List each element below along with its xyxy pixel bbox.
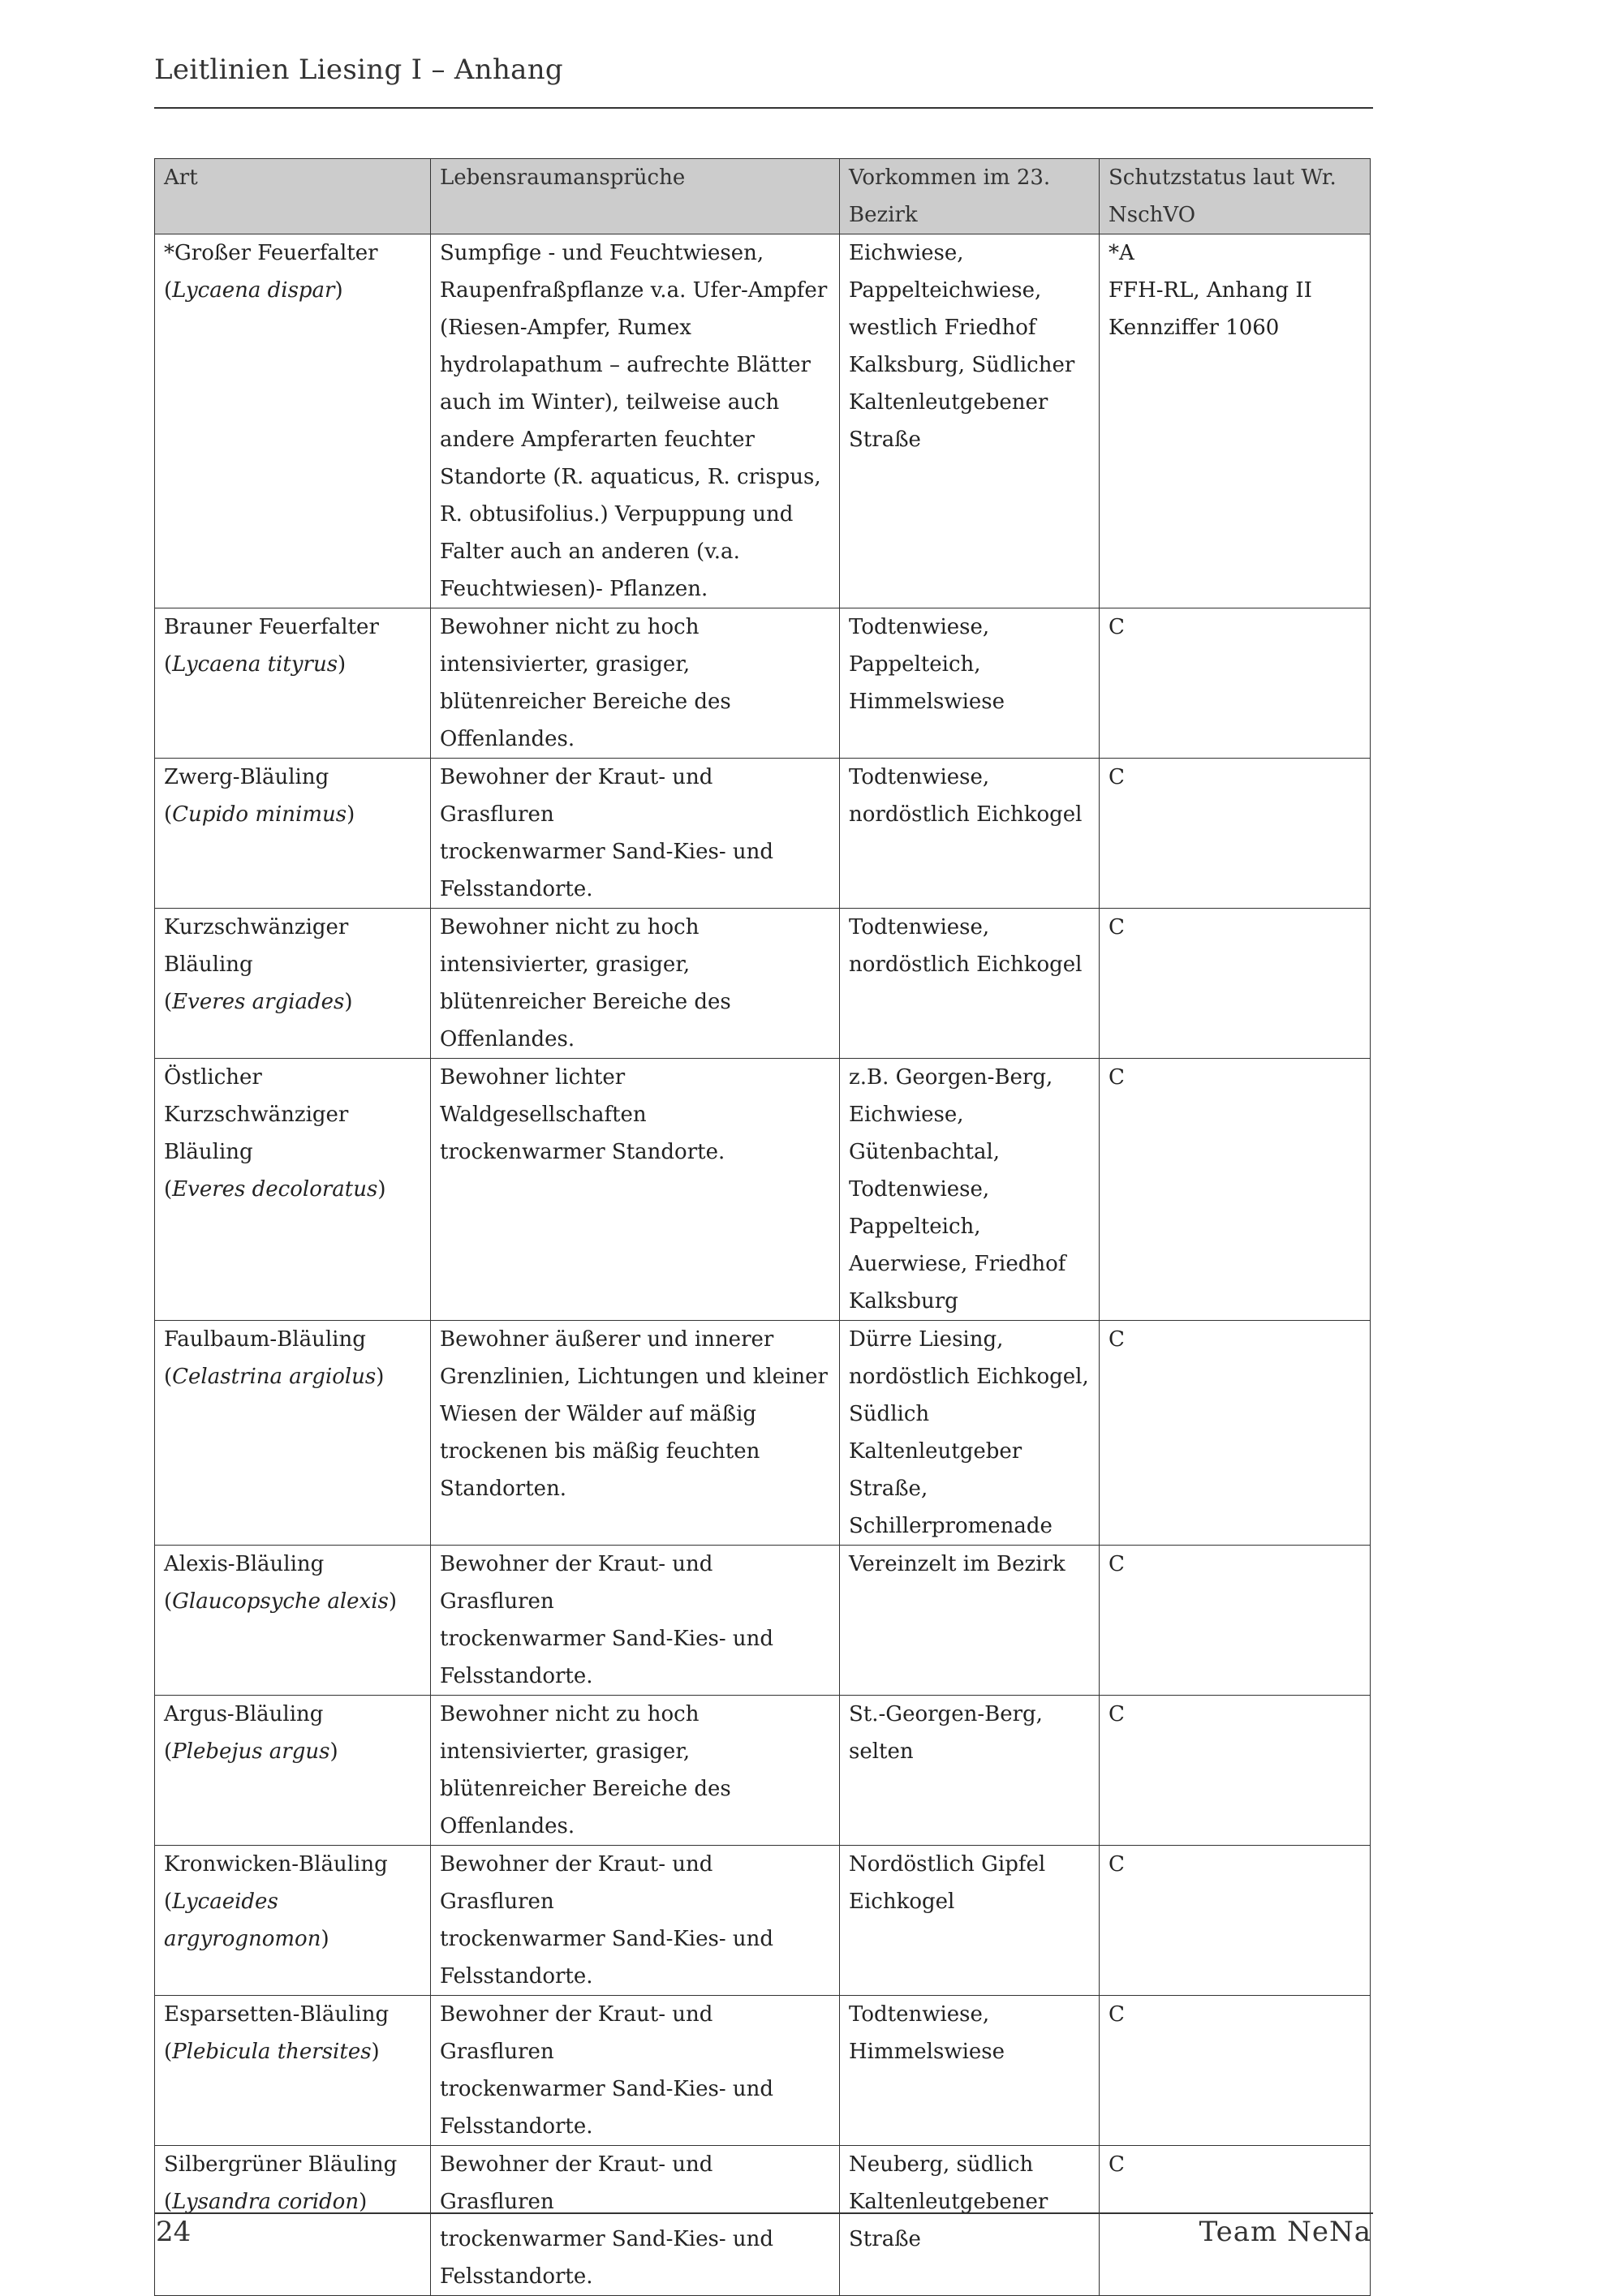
table-row — [155, 1321, 1371, 1546]
species-name: Kurzschwänziger Bläuling — [164, 915, 349, 977]
species-name: Alexis-Bläuling — [164, 1552, 325, 1576]
table-row — [155, 1059, 1371, 1321]
species-scientific-name: Glaucopsyche alexis — [172, 1589, 389, 1614]
species-scientific-name: Celastrina argiolus — [172, 1365, 377, 1389]
species-scientific-name: Everes decoloratus — [172, 1177, 378, 1202]
occurrence-cell: Todtenwiese, nordöstlich Eichkogel — [840, 759, 1100, 909]
habitat-cell: Bewohner nicht zu hoch intensivierter, grasiger, blütenreicher Bereiche des Offenlandes. — [431, 909, 840, 1059]
habitat-cell: Bewohner äußerer und innerer Grenzlinien, Lichtungen und kleiner Wiesen der Wälder auf mäßig trockenen bis mäßig feuchten Standorten. — [431, 1321, 840, 1546]
occurrence-cell: St.-Georgen-Berg, selten — [840, 1696, 1100, 1846]
table-row — [155, 909, 1371, 1059]
footer-divider — [154, 2212, 1373, 2214]
species-cell: *Großer Feuerfalter (Lycaena dispar) — [155, 234, 431, 608]
status-cell: C — [1100, 1696, 1371, 1846]
page-number: 24 — [156, 2216, 192, 2248]
species-scientific-name: Cupido minimus — [172, 802, 347, 827]
species-cell: Kronwicken-Bläuling (Lycaeides argyrognomon) — [155, 1846, 431, 1996]
occurrence-cell: z.B. Georgen-Berg, Eichwiese, Gütenbachtal, Todtenwiese, Pappelteich, Auerwiese, Friedhof Kalksburg — [840, 1059, 1100, 1321]
occurrence-cell: Dürre Liesing, nordöstlich Eichkogel, Südlich Kaltenleutgeber Straße, Schillerpromenade — [840, 1321, 1100, 1546]
species-name: Argus-Bläuling — [164, 1702, 324, 1726]
status-cell: *A FFH-RL, Anhang II Kennziffer 1060 — [1100, 234, 1371, 608]
table-row — [155, 608, 1371, 759]
species-name: Östlicher Kurzschwänziger Bläuling — [164, 1065, 349, 1164]
species-cell: Faulbaum-Bläuling (Celastrina argiolus) — [155, 1321, 431, 1546]
status-cell: C — [1100, 1321, 1371, 1546]
species-scientific-name: Everes argiades — [172, 990, 345, 1014]
status-cell: C — [1100, 1546, 1371, 1696]
occurrence-cell: Todtenwiese, nordöstlich Eichkogel — [840, 909, 1100, 1059]
species-name: Esparsetten-Bläuling — [164, 2002, 390, 2027]
species-scientific-name: Lycaena tityrus — [172, 652, 338, 677]
status-cell: C — [1100, 1059, 1371, 1321]
species-cell: Silbergrüner Bläuling (Lysandra coridon) — [155, 2146, 431, 2296]
species-cell: Alexis-Bläuling (Glaucopsyche alexis) — [155, 1546, 431, 1696]
column-header-art: Art — [155, 159, 431, 234]
species-scientific-name: Plebejus argus — [172, 1739, 330, 1764]
species-scientific-name: Lycaeides argyrognomon — [164, 1890, 321, 1951]
table-row — [155, 2146, 1371, 2296]
status-cell: C — [1100, 909, 1371, 1059]
table-header — [155, 159, 1371, 234]
table-row — [155, 1846, 1371, 1996]
species-name: *Großer Feuerfalter — [164, 241, 378, 265]
species-cell: Kurzschwänziger Bläuling (Everes argiades) — [155, 909, 431, 1059]
habitat-cell: Bewohner der Kraut- und Grasfluren trockenwarmer Sand-Kies- und Felsstandorte. — [431, 759, 840, 909]
occurrence-cell: Todtenwiese, Pappelteich, Himmelswiese — [840, 608, 1100, 759]
table-row — [155, 759, 1371, 909]
status-cell: C — [1100, 759, 1371, 909]
species-scientific-name: Lycaena dispar — [172, 278, 335, 303]
species-name: Silbergrüner Bläuling — [164, 2152, 398, 2177]
species-name: Zwerg-Bläuling — [164, 765, 329, 789]
occurrence-cell: Neuberg, südlich Kaltenleutgebener Straße — [840, 2146, 1100, 2296]
species-scientific-name: Plebicula thersites — [172, 2040, 372, 2064]
species-cell: Esparsetten-Bläuling (Plebicula thersites) — [155, 1996, 431, 2146]
table-row — [155, 234, 1371, 608]
species-cell: Argus-Bläuling (Plebejus argus) — [155, 1696, 431, 1846]
table-row — [155, 1546, 1371, 1696]
habitat-cell: Bewohner der Kraut- und Grasfluren trockenwarmer Sand-Kies- und Felsstandorte. — [431, 1846, 840, 1996]
table-row — [155, 1696, 1371, 1846]
status-cell: C — [1100, 608, 1371, 759]
column-header-occurrence: Vorkommen im 23. Bezirk — [840, 159, 1100, 234]
status-cell: C — [1100, 2146, 1371, 2296]
species-cell: Brauner Feuerfalter (Lycaena tityrus) — [155, 608, 431, 759]
table-header-row — [155, 159, 1371, 234]
column-header-status: Schutzstatus laut Wr. NschVO — [1100, 159, 1371, 234]
species-name: Kronwicken-Bläuling — [164, 1852, 388, 1877]
footer-team-name: Team NeNa — [1199, 2216, 1371, 2248]
status-cell: C — [1100, 1846, 1371, 1996]
species-cell: Zwerg-Bläuling (Cupido minimus) — [155, 759, 431, 909]
status-cell: C — [1100, 1996, 1371, 2146]
header-divider — [154, 107, 1373, 109]
habitat-cell: Bewohner der Kraut- und Grasfluren trockenwarmer Sand-Kies- und Felsstandorte. — [431, 1546, 840, 1696]
species-cell: Östlicher Kurzschwänziger Bläuling (Everes decoloratus) — [155, 1059, 431, 1321]
species-name: Brauner Feuerfalter — [164, 615, 379, 639]
habitat-cell: Sumpfige - und Feuchtwiesen, Raupenfraßpflanze v.a. Ufer-Ampfer (Riesen-Ampfer, Rumex hydrolapathum – aufrechte Blätter auch im Winter), teilweise auch andere Ampferarten feuchter Standorte (R. aquaticus, R. crispus, R. obtusifolius.) Verpuppung und Falter auch an anderen (v.a. Feuchtwiesen)- Pflanzen. — [431, 234, 840, 608]
occurrence-cell: Nordöstlich Gipfel Eichkogel — [840, 1846, 1100, 1996]
species-name: Faulbaum-Bläuling — [164, 1327, 366, 1352]
column-header-habitat: Lebensraumansprüche — [431, 159, 840, 234]
habitat-cell: Bewohner der Kraut- und Grasfluren trockenwarmer Sand-Kies- und Felsstandorte. — [431, 1996, 840, 2146]
habitat-cell: Bewohner nicht zu hoch intensivierter, grasiger, blütenreicher Bereiche des Offenlandes. — [431, 1696, 840, 1846]
header-title: Leitlinien Liesing I – Anhang — [154, 54, 563, 86]
table-body — [155, 234, 1371, 2296]
species-scientific-name: Lysandra coridon — [172, 2190, 359, 2214]
occurrence-cell: Eichwiese, Pappelteichwiese, westlich Friedhof Kalksburg, Südlicher Kaltenleutgebener Straße — [840, 234, 1100, 608]
habitat-cell: Bewohner lichter Waldgesellschaften trockenwarmer Standorte. — [431, 1059, 840, 1321]
table-row — [155, 1996, 1371, 2146]
habitat-cell: Bewohner nicht zu hoch intensivierter, grasiger, blütenreicher Bereiche des Offenlandes. — [431, 608, 840, 759]
occurrence-cell: Vereinzelt im Bezirk — [840, 1546, 1100, 1696]
habitat-cell: Bewohner der Kraut- und Grasfluren trockenwarmer Sand-Kies- und Felsstandorte. — [431, 2146, 840, 2296]
occurrence-cell: Todtenwiese, Himmelswiese — [840, 1996, 1100, 2146]
species-table — [154, 158, 1371, 2296]
